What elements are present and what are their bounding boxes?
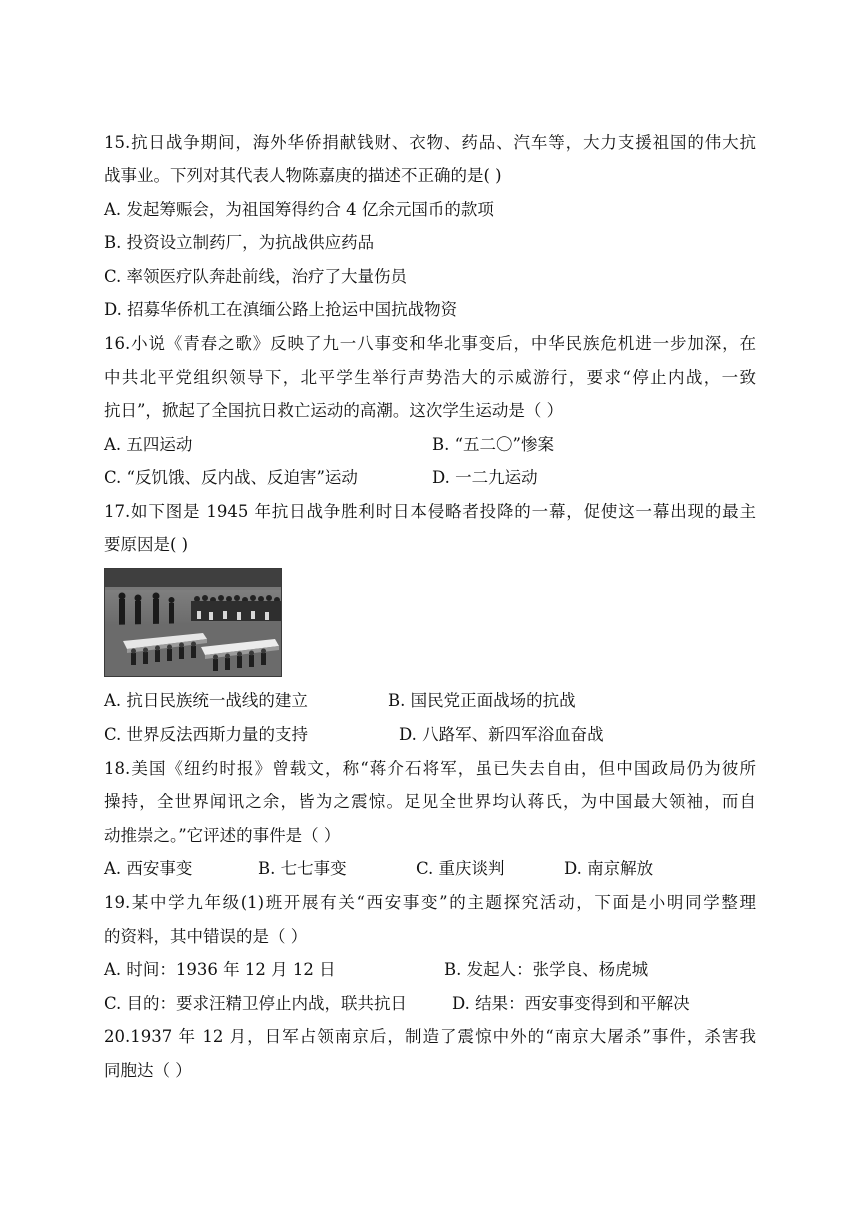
question-18-line-1: 18.美国《纽约时报》曾载文，称“蒋介石将军，虽已失去自由，但中国政局仍为彼所 [104,759,756,778]
question-18-line-2: 操持，全世界闻讯之余，皆为之震惊。足见全世界均认蒋氏，为中国最大领袖，而自 [104,792,756,811]
question-15-option-d: D. 招募华侨机工在滇缅公路上抢运中国抗战物资 [104,300,458,319]
question-19-option-c: C. 目的：要求汪精卫停止内战，联共抗日 [104,994,408,1013]
question-18-option-b: B. 七七事变 [258,859,347,878]
question-17-line-1: 17.如下图是 1945 年抗日战争胜利时日本侵略者投降的一幕，促使这一幕出现的最主 [104,502,756,521]
question-18-option-c: C. 重庆谈判 [416,859,505,878]
question-15-option-b: B. 投资设立制药厂，为抗战供应药品 [104,233,375,252]
question-20-line-2: 同胞达（ ） [104,1061,192,1080]
question-17-line-2: 要原因是( ) [104,535,189,554]
question-15-line-2: 战事业。下列对其代表人物陈嘉庚的描述不正确的是( ) [104,166,502,185]
question-17-option-b: B. 国民党正面战场的抗战 [388,691,576,710]
question-16-option-b: B. “五二〇”惨案 [432,435,554,454]
question-15-option-c: C. 率领医疗队奔赴前线，治疗了大量伤员 [104,267,408,286]
question-18-option-d: D. 南京解放 [564,859,654,878]
question-17-option-c: C. 世界反法西斯力量的支持 [104,725,309,744]
question-16-option-c: C. “反饥饿、反内战、反迫害”运动 [104,468,358,487]
question-18-line-3: 动推崇之。”它评述的事件是（ ） [104,826,341,845]
question-18-option-a: A. 西安事变 [104,859,193,878]
question-19-line-1: 19.某中学九年级(1)班开展有关“西安事变”的主题探究活动，下面是小明同学整理 [104,893,756,912]
question-19-option-d: D. 结果：西安事变得到和平解决 [452,994,690,1013]
question-19-option-b: B. 发起人：张学良、杨虎城 [444,960,649,979]
question-15-option-a: A. 发起筹赈会，为祖国筹得约合 4 亿余元国币的款项 [104,200,494,219]
question-16-line-1: 16.小说《青春之歌》反映了九一八事变和华北事变后，中华民族危机进一步加深，在 [104,334,756,353]
question-15-line-1: 15.抗日战争期间，海外华侨捐献钱财、衣物、药品、汽车等，大力支援祖国的伟大抗 [104,133,756,152]
question-20-line-1: 20.1937 年 12 月，日军占领南京后，制造了震惊中外的“南京大屠杀”事件，杀害我 [104,1027,756,1046]
question-17-option-d: D. 八路军、新四军浴血奋战 [399,725,604,744]
surrender-ceremony-photo [104,568,282,677]
question-16-line-2: 中共北平党组织领导下，北平学生举行声势浩大的示威游行，要求“停止内战，一致 [104,368,756,387]
question-19-option-a: A. 时间：1936 年 12 月 12 日 [104,960,336,979]
question-17-option-a: A. 抗日民族统一战线的建立 [104,691,308,710]
question-16-option-d: D. 一二九运动 [432,468,538,487]
question-19-line-2: 的资料，其中错误的是（ ） [104,927,308,946]
question-16-option-a: A. 五四运动 [104,435,193,454]
question-16-line-3: 抗日”，掀起了全国抗日救亡运动的高潮。这次学生运动是（ ） [104,401,564,420]
